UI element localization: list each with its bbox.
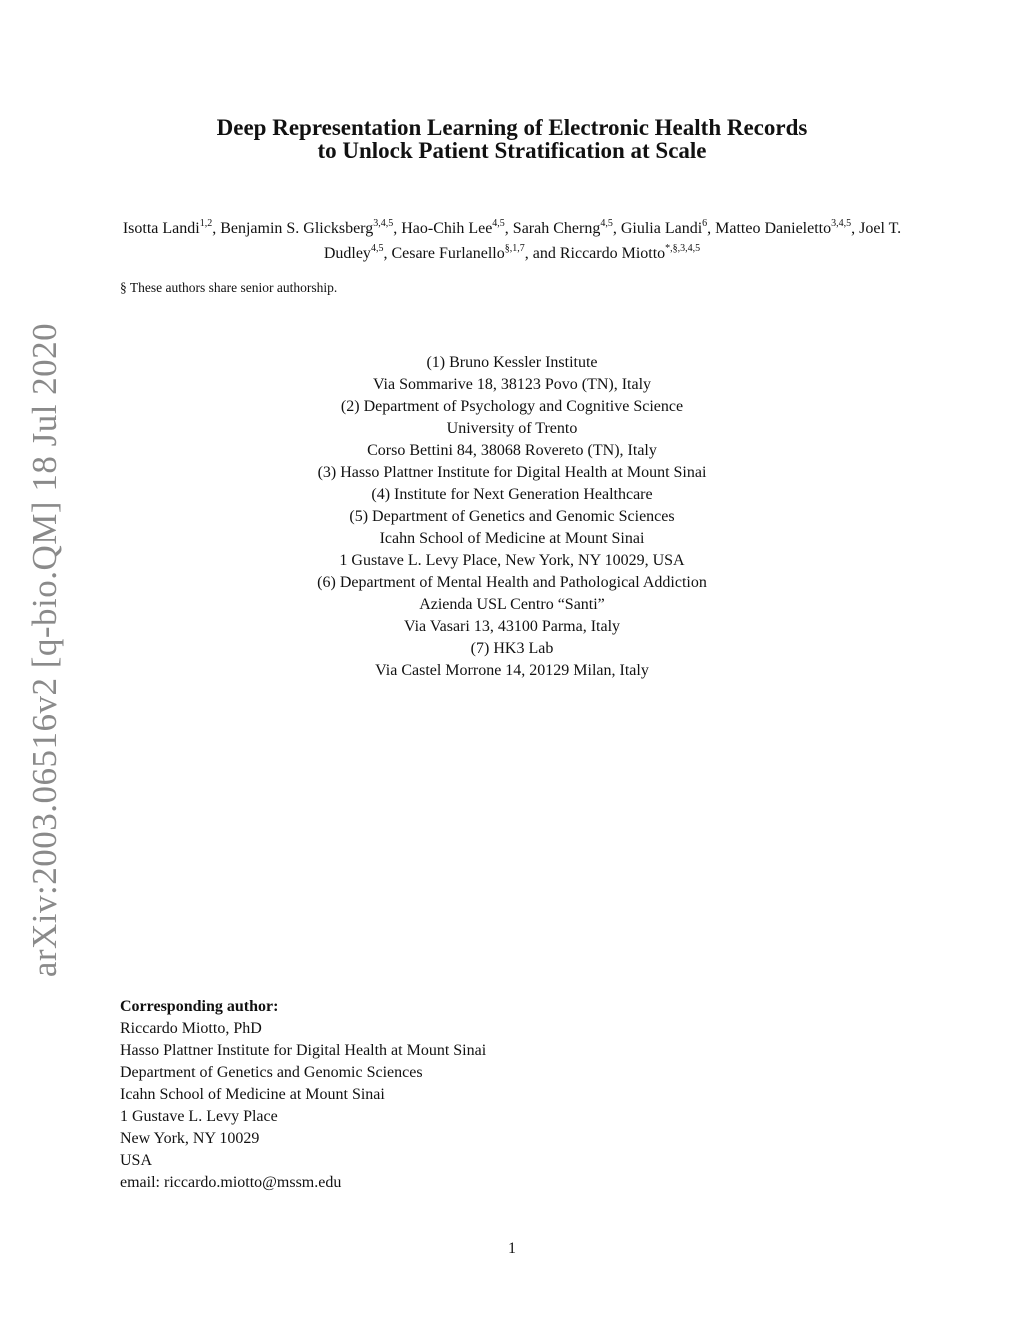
author [401,220,513,237]
corresponding-line: Riccardo Miotto, PhD [120,1020,262,1037]
senior-authorship-note: § These authors share senior authorship. [120,280,338,295]
corresponding-heading: Corresponding author: [120,998,279,1015]
affiliation-line: (3) Hasso Plattner Institute for Digital Health at Mount Sinai [317,464,707,481]
author-separator: , [851,220,860,237]
author-separator: , [612,220,621,237]
author-name: Hao-Chih Lee [401,220,493,237]
author-name: Joel T. Dudley [323,220,902,262]
affiliation-line: 1 Gustave L. Levy Place, New York, NY 10029, USA [339,552,685,569]
author-name: Riccardo Miotto [559,245,666,262]
author-affiliation-marks: *,§,3,4,5 [665,243,701,254]
author-separator: , [393,220,402,237]
author-name: Isotta Landi [122,220,200,237]
author [123,220,220,237]
author [220,220,401,237]
author-separator: , and [524,245,560,262]
author-affiliation-marks: 4,5 [370,243,384,254]
page-number: 1 [508,1240,516,1257]
corresponding-lines [120,1018,486,1194]
corresponding-author-block [120,996,486,1194]
affiliation-line: Icahn School of Medicine at Mount Sinai [379,530,645,547]
paper-title [0,116,1024,162]
corresponding-line: USA [120,1152,153,1169]
author-affiliation-marks: 3,4,5 [831,218,852,229]
affiliation-line: (6) Department of Mental Health and Pathological Addiction [317,574,707,591]
author-separator: , [383,245,392,262]
affiliations [0,352,1024,682]
author [513,220,621,237]
author-affiliation-marks: 1,2 [199,218,213,229]
author-name: Matteo Danieletto [715,220,832,237]
affiliation-line: Azienda USL Centro “Santi” [419,596,605,613]
author-separator: , [504,220,513,237]
author-separator: , [707,220,716,237]
affiliation-line: Via Vasari 13, 43100 Parma, Italy [403,618,621,635]
affiliation-line: Corso Bettini 84, 38068 Rovereto (TN), Italy [367,442,657,459]
affiliation-line: (5) Department of Genetics and Genomic Sciences [349,508,675,525]
author-affiliation-marks: §,1,7 [504,243,525,254]
affiliation-line: (7) HK3 Lab [470,640,554,657]
corresponding-line: New York, NY 10029 [120,1130,260,1147]
affiliation-line: Via Sommarive 18, 38123 Povo (TN), Italy [372,376,652,393]
author-name: Cesare Furlanello [391,245,505,262]
author [715,220,859,237]
author-name: Benjamin S. Glicksberg [220,220,374,237]
corresponding-line: Icahn School of Medicine at Mount Sinai [120,1086,385,1103]
affiliation-line: (4) Institute for Next Generation Healthcare [371,486,653,503]
author-name: Giulia Landi [620,220,703,237]
affiliation-line: (1) Bruno Kessler Institute [426,354,598,371]
author-affiliation-marks: 3,4,5 [373,218,394,229]
author-affiliation-marks: 6 [702,218,708,229]
author-affiliation-marks: 4,5 [600,218,613,229]
corresponding-line: Hasso Plattner Institute for Digital Health at Mount Sinai [120,1042,487,1059]
affiliation-line: Via Castel Morrone 14, 20129 Milan, Italy [375,662,649,679]
affiliation-line: University of Trento [446,420,578,437]
author [391,245,559,262]
corresponding-line: email: riccardo.miotto@mssm.edu [120,1174,342,1191]
author-separator: , [212,220,221,237]
author-list [120,217,904,267]
corresponding-line: Department of Genetics and Genomic Sciences [120,1064,423,1081]
corresponding-line: 1 Gustave L. Levy Place [120,1108,278,1125]
author-affiliation-marks: 4,5 [492,218,505,229]
title-line-1: Deep Representation Learning of Electronic Health Records [216,115,808,140]
author-name: Sarah Cherng [512,220,601,237]
arxiv-stamp: arXiv:2003.06516v2 [q-bio.QM] 18 Jul 2020 [25,322,64,978]
author [621,220,715,237]
title-line-2: to Unlock Patient Stratification at Scale [317,138,707,163]
affiliation-line: (2) Department of Psychology and Cognitive Science [340,398,684,415]
author [560,245,700,262]
